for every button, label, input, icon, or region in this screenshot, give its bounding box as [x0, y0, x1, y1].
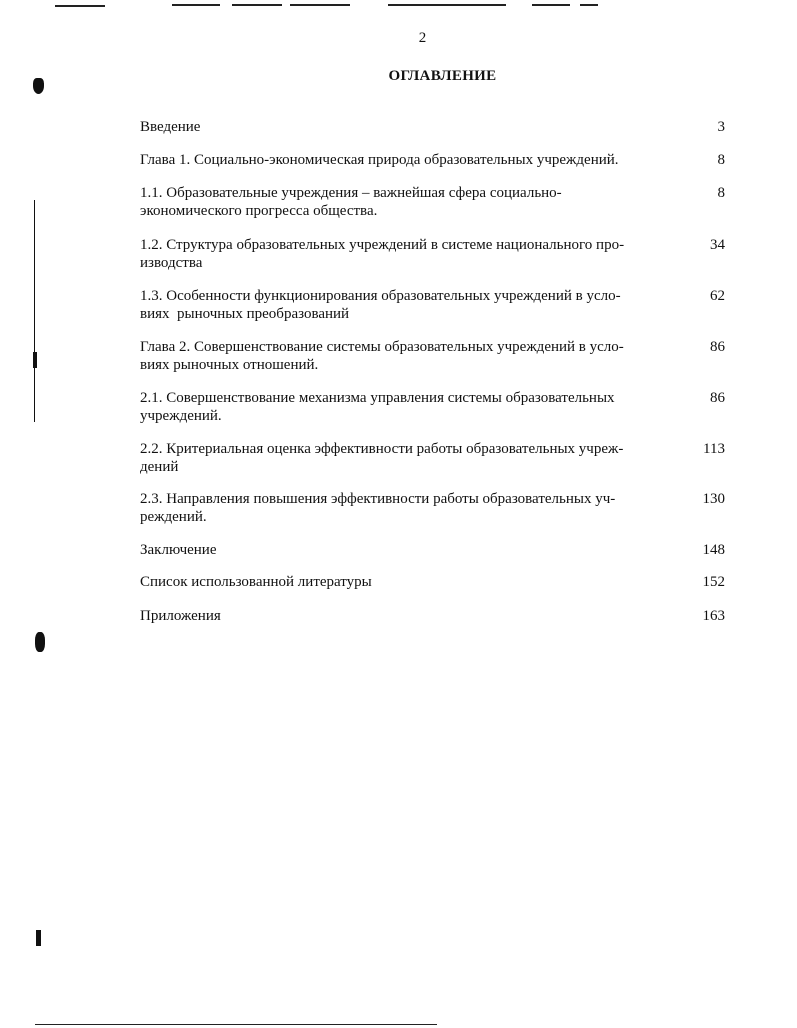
- scan-top-line-3: [232, 4, 282, 6]
- toc-entry-text: Глава 1. Социально-экономическая природа образовательных учреждений.: [140, 152, 619, 168]
- toc-entry-text: учреждений.: [140, 408, 222, 424]
- toc-entry-page: 163: [702, 608, 725, 624]
- scan-top-line-6: [532, 4, 570, 6]
- toc-entry-page: 3: [717, 119, 725, 135]
- toc-entry-text: Введение: [140, 119, 201, 135]
- toc-entry-page: 86: [710, 339, 725, 355]
- scan-top-line-4: [290, 4, 350, 6]
- scan-top-line-7: [580, 4, 598, 6]
- scan-top-line-1: [55, 5, 105, 7]
- toc-entry-text: Заключение: [140, 542, 217, 558]
- scan-left-mark-3: [33, 352, 37, 368]
- toc-entry-page: 8: [717, 185, 725, 201]
- scan-top-line-2: [172, 4, 220, 6]
- scan-left-mark-4: [35, 632, 45, 652]
- toc-entry-page: 148: [702, 542, 725, 558]
- toc-entry-page: 152: [702, 574, 725, 590]
- toc-entry-page: 62: [710, 288, 725, 304]
- toc-title: ОГЛАВЛЕНИЕ: [388, 68, 497, 84]
- scan-top-line-5: [388, 4, 506, 6]
- toc-entry-text: 1.2. Структура образовательных учреждений в системе национального про-: [140, 237, 625, 253]
- toc-entry-text: Глава 2. Совершенствование системы образовательных учреждений в усло-: [140, 339, 624, 355]
- toc-entry-page: 8: [717, 152, 725, 168]
- scan-left-mark-5: [36, 930, 41, 946]
- toc-entry-page: 34: [710, 237, 725, 253]
- scan-left-mark-2: [34, 200, 35, 422]
- toc-entry-text: виях рыночных преобразований: [140, 306, 350, 322]
- toc-entry-text: 1.1. Образовательные учреждения – важнейшая сфера социально-: [140, 185, 562, 201]
- page-number: 2: [418, 30, 427, 46]
- toc-entry-text: 2.3. Направления повышения эффективности работы образовательных уч-: [140, 491, 616, 507]
- toc-entry-text: Список использованной литературы: [140, 574, 372, 590]
- toc-entry-page: 86: [710, 390, 725, 406]
- scan-bottom-line: [35, 1024, 437, 1025]
- toc-entry-text: реждений.: [140, 509, 207, 525]
- toc-entry-text: виях рыночных отношений.: [140, 357, 319, 373]
- toc-entry-text: изводства: [140, 255, 203, 271]
- toc-entry-text: экономического прогресса общества.: [140, 203, 378, 219]
- toc-entry-text: дений: [140, 459, 179, 475]
- toc-entry-text: Приложения: [140, 608, 221, 624]
- toc-entry-text: 1.3. Особенности функционирования образовательных учреждений в усло-: [140, 288, 621, 304]
- toc-entry-page: 113: [703, 441, 725, 457]
- toc-entry-text: 2.1. Совершенствование механизма управления системы образовательных: [140, 390, 615, 406]
- toc-entry-page: 130: [702, 491, 725, 507]
- toc-entry-text: 2.2. Критериальная оценка эффективности работы образовательных учреж-: [140, 441, 624, 457]
